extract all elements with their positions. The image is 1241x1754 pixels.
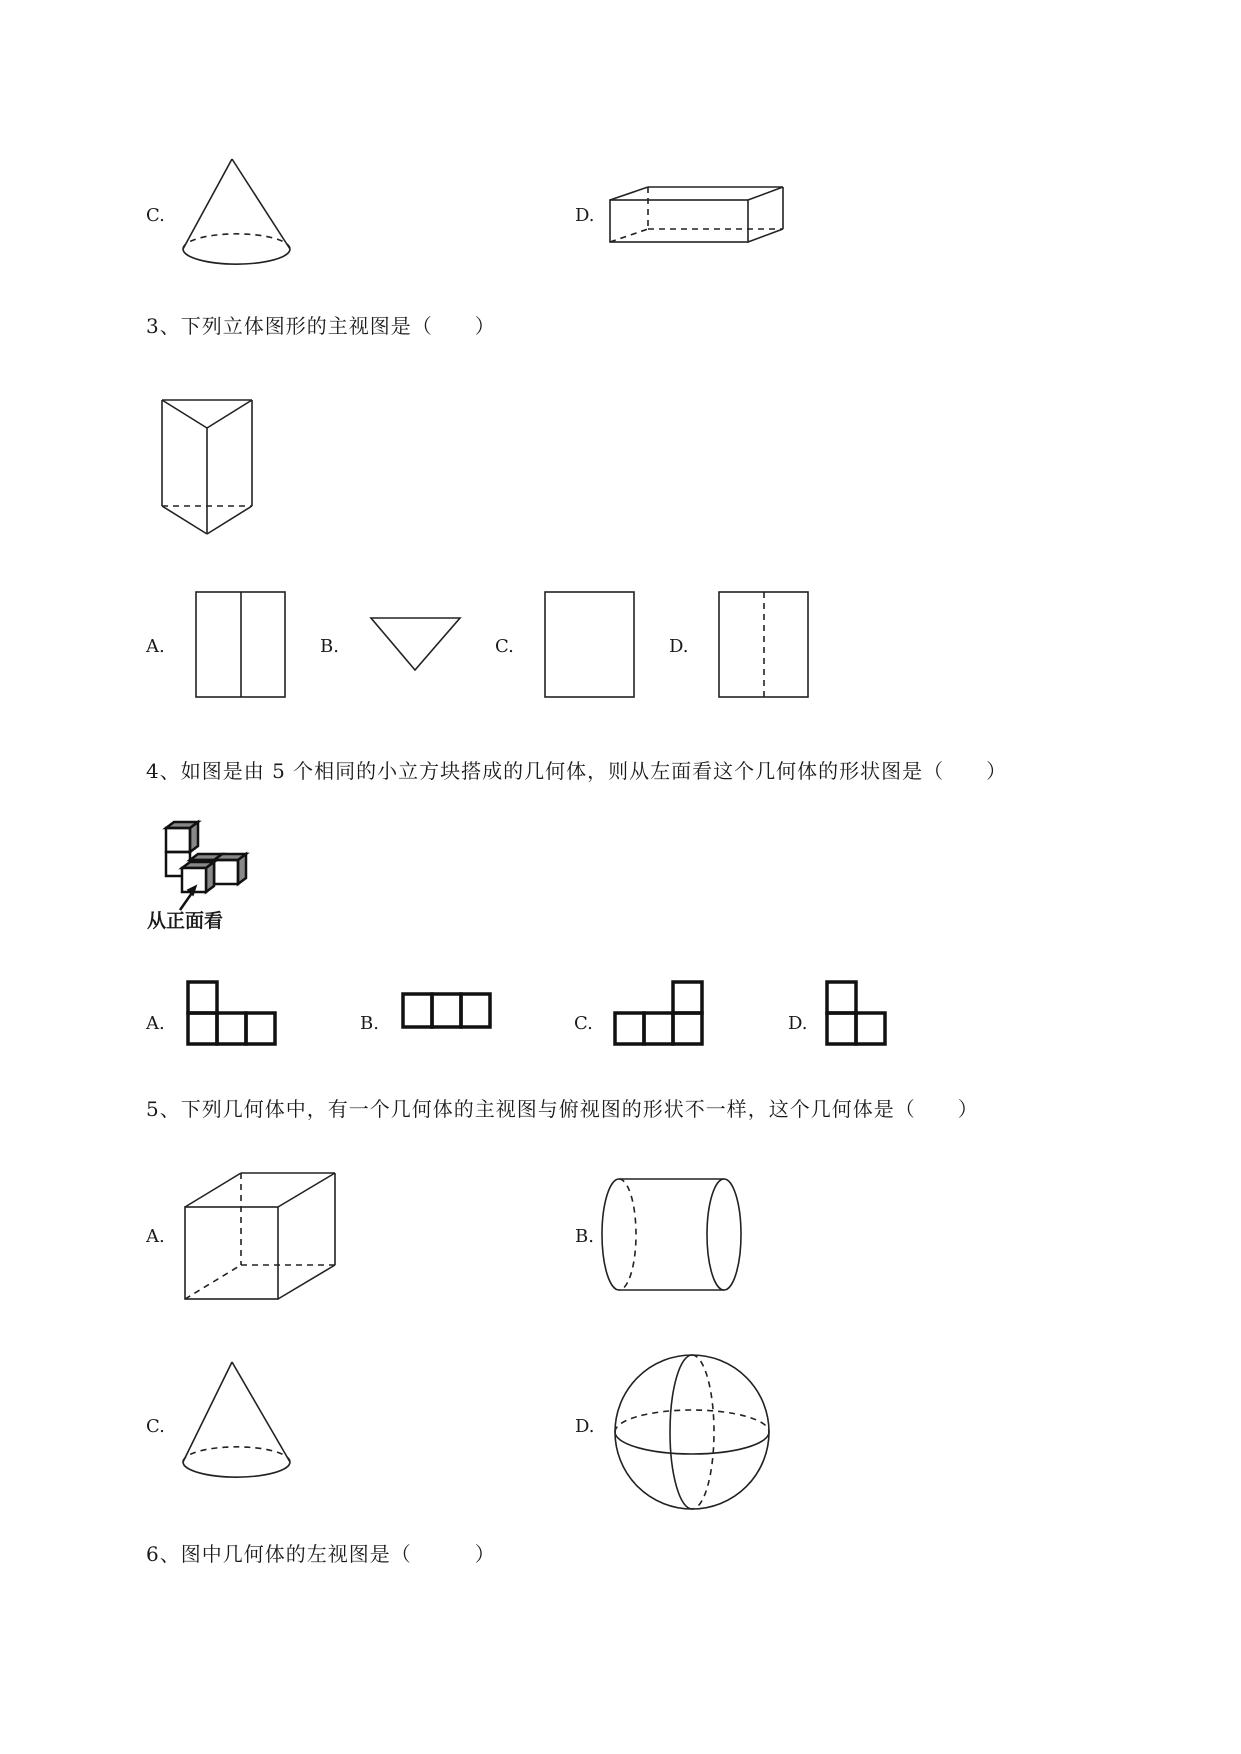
q5-option-a-label: A.	[146, 1226, 165, 1247]
option-d-label: D.	[575, 205, 595, 226]
triangular-prism-figure	[160, 398, 256, 538]
question-3-stem: 3、下列立体图形的主视图是（ ）	[146, 314, 496, 338]
cylinder-figure	[606, 1175, 746, 1295]
q4-option-c-label: C.	[574, 1013, 593, 1034]
rectangle-with-dashed-line-figure	[718, 591, 810, 699]
cone-figure-2	[178, 1360, 298, 1485]
q4-option-b-label: B.	[360, 1013, 379, 1034]
rectangle-figure	[544, 591, 636, 699]
l-shape-three-squares-figure	[186, 980, 282, 1050]
question-4-stem: 4、如图是由 5 个相同的小立方块搭成的几何体，则从左面看这个几何体的形状图是（ ）	[146, 759, 1008, 783]
q5-option-b-label: B.	[575, 1226, 594, 1247]
cuboid-figure	[609, 185, 785, 245]
l-shape-two-squares-figure	[825, 980, 891, 1050]
cone-figure	[178, 157, 298, 272]
q5-option-c-label: C.	[146, 1416, 165, 1437]
q3-option-c-label: C.	[495, 636, 514, 657]
question-5-stem: 5、下列几何体中，有一个几何体的主视图与俯视图的形状不一样，这个几何体是（ ）	[146, 1097, 979, 1121]
cube-stack-figure	[160, 820, 260, 910]
three-squares-row-figure	[401, 992, 497, 1032]
q3-option-a-label: A.	[146, 636, 165, 657]
q4-option-a-label: A.	[146, 1013, 165, 1034]
q3-option-b-label: B.	[320, 636, 339, 657]
q5-option-d-label: D.	[575, 1416, 595, 1437]
sphere-figure	[612, 1352, 772, 1512]
q4-option-d-label: D.	[788, 1013, 808, 1034]
question-6-stem: 6、图中几何体的左视图是（ ）	[146, 1542, 496, 1566]
cube-figure	[183, 1171, 338, 1301]
rectangle-with-middle-line-figure	[195, 591, 287, 699]
inverted-triangle-figure	[370, 617, 462, 673]
option-c-label: C.	[146, 205, 165, 226]
q3-option-d-label: D.	[669, 636, 689, 657]
figure-caption-front-view: 从正面看	[147, 910, 224, 932]
reverse-l-shape-figure	[613, 980, 709, 1050]
